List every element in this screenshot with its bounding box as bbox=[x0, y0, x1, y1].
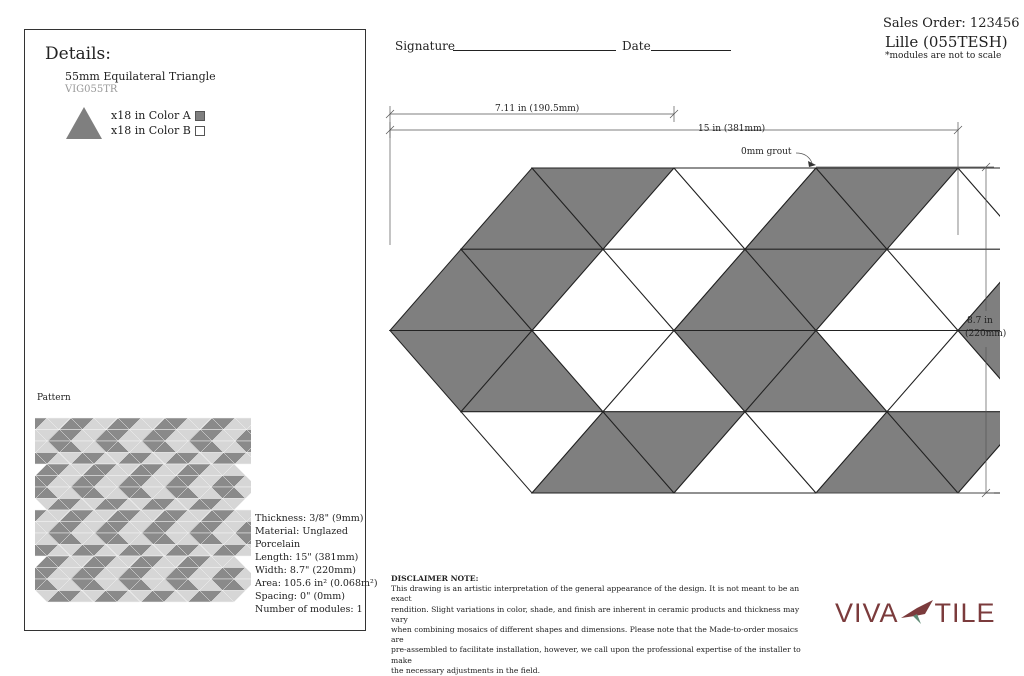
pattern-preview bbox=[35, 416, 251, 606]
color-b-swatch bbox=[195, 126, 205, 136]
legend-color-a bbox=[111, 109, 205, 122]
spec-width: Width: 8.7" (220mm) bbox=[255, 565, 356, 576]
disclaimer-line: when combining mosaics of different shapes and dimensions. Please note that the Made-to-order mosaics are bbox=[391, 625, 799, 645]
pattern-label: Pattern bbox=[37, 393, 71, 403]
disclaimer-line: rendition. Slight variations in color, shade, and finish are inherent in ceramic products and thickness may vary bbox=[391, 604, 800, 624]
signature-line[interactable] bbox=[453, 50, 616, 51]
spec-spacing: Spacing: 0" (0mm) bbox=[255, 591, 345, 602]
legend-color-a-label: x18 in Color A bbox=[111, 109, 191, 122]
mosaic-tiles bbox=[390, 168, 1000, 493]
disclaimer-line: the necessary adjustments in the field. bbox=[391, 665, 541, 675]
product-name: Lille (055TESH) bbox=[885, 33, 1008, 51]
disclaimer-line: This drawing is an artistic interpretation of the general appearance of the design. It is not meant to be an exact bbox=[391, 584, 800, 604]
total-width-label: 15 in (381mm) bbox=[698, 124, 766, 134]
legend-color-b bbox=[111, 124, 205, 137]
details-title: Details: bbox=[45, 44, 111, 64]
date-line[interactable] bbox=[651, 50, 731, 51]
legend-color-b-label: x18 in Color B bbox=[111, 124, 191, 137]
signature-label: Signature bbox=[395, 39, 456, 53]
spec-length: Length: 15" (381mm) bbox=[255, 552, 359, 563]
tile-name: 55mm Equilateral Triangle bbox=[65, 70, 216, 83]
disclaimer-line: pre-assembled to facilitate installation, however, we call upon the professional expertise of the installer to make bbox=[391, 645, 801, 665]
color-a-swatch bbox=[195, 111, 205, 121]
spec-modules: Number of modules: 1 bbox=[255, 604, 363, 615]
disclaimer bbox=[391, 574, 801, 676]
height-in-label: 8.7 in bbox=[967, 316, 993, 326]
height-mm-label: (220mm) bbox=[965, 329, 1007, 339]
brand-right: TILE bbox=[934, 598, 996, 628]
spec-material-cont: Porcelain bbox=[255, 539, 301, 550]
brand-left: VIVA bbox=[835, 598, 899, 628]
spec-material: Material: Unglazed bbox=[255, 526, 348, 537]
tile-code: VIG055TR bbox=[65, 84, 118, 95]
disclaimer-title: DISCLAIMER NOTE: bbox=[391, 574, 479, 583]
triangle-tile-icon bbox=[65, 106, 103, 140]
date-label: Date bbox=[622, 39, 651, 53]
brand-logo bbox=[835, 596, 996, 629]
sales-order: Sales Order: 123456 bbox=[883, 16, 1020, 31]
scale-note: *modules are not to scale bbox=[885, 51, 1002, 61]
module-width-label: 7.11 in (190.5mm) bbox=[495, 104, 580, 114]
bird-icon bbox=[899, 596, 935, 626]
spec-area: Area: 105.6 in² (0.068m²) bbox=[255, 578, 378, 589]
mosaic-drawing bbox=[380, 95, 1000, 505]
details-panel bbox=[24, 29, 378, 631]
specs-list bbox=[255, 512, 378, 616]
grout-label: 0mm grout bbox=[741, 147, 792, 157]
spec-thickness: Thickness: 3/8" (9mm) bbox=[255, 513, 364, 524]
